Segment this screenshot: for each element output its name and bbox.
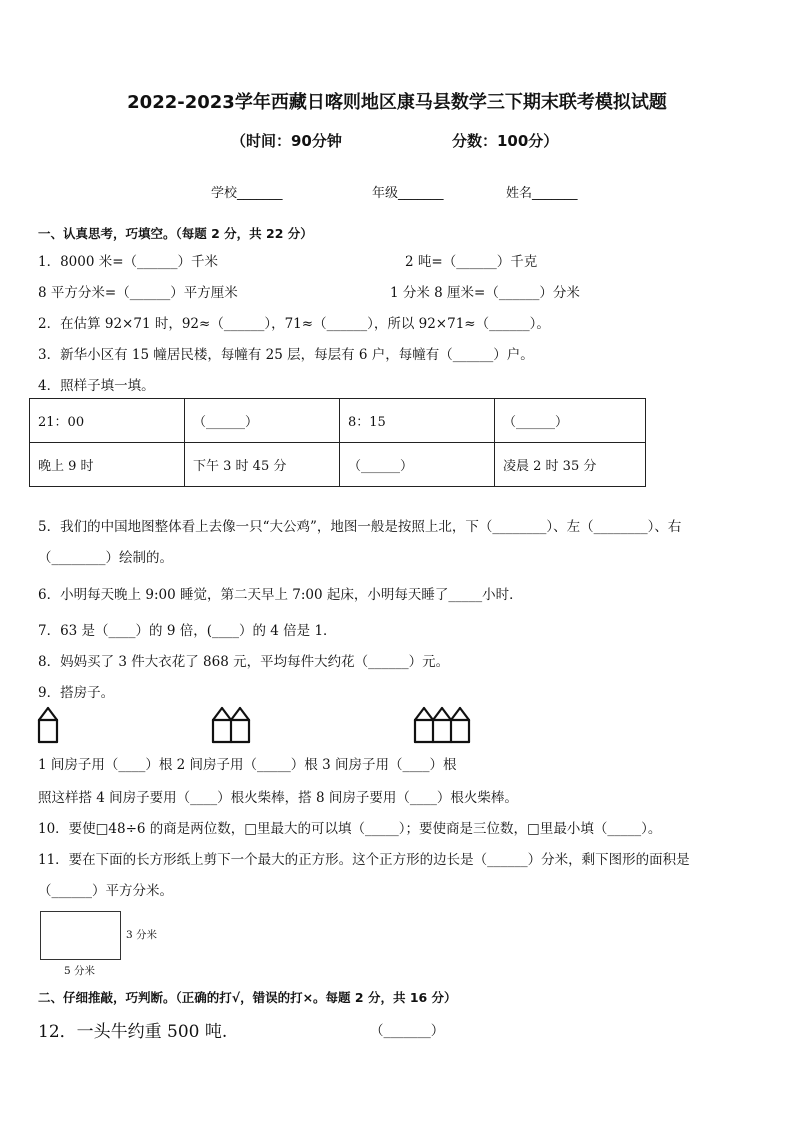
q12-text: 12．一头牛约重 500 吨. (38, 1022, 228, 1042)
q6: 6．小明每天晚上 9:00 睡觉，第二天早上 7:00 起床，小明每天睡了_____小时． (38, 587, 523, 603)
table-cell: （______） (340, 443, 495, 487)
table-row (30, 399, 646, 443)
table-cell: （______） (185, 399, 340, 443)
table-cell: 8：15 (340, 399, 495, 443)
q9-stem: 9．搭房子。 (38, 685, 115, 701)
q8: 8．妈妈买了 3 件大衣花了 868 元，平均每件大约花（______）元。 (38, 654, 450, 670)
q1-c: 8 平方分米=（______）平方厘米 (38, 285, 238, 301)
school-field: 学校_______ (211, 186, 283, 201)
q4-stem: 4．照样子填一填。 (38, 378, 155, 394)
q1-d: 1 分米 8 厘米=（______）分米 (390, 285, 580, 301)
table-row (30, 443, 646, 487)
q9-line2: 照这样搭 4 间房子要用（____）根火柴棒，搭 8 间房子要用（____）根火柴棒。 (38, 790, 518, 806)
rectangle-figure (40, 911, 121, 960)
q5-line2: （________）绘制的。 (38, 550, 173, 566)
table-cell: 凌晨 2 时 35 分 (495, 443, 646, 487)
rectangle-width-label: 5 分米 (64, 965, 96, 977)
q1-a: 1．8000 米=（______）千米 (38, 254, 219, 270)
table-cell: 晚上 9 时 (30, 443, 185, 487)
page-title: 2022-2023学年西藏日喀则地区康马县数学三下期末联考模拟试题 (127, 92, 667, 113)
table-cell: （______） (495, 399, 646, 443)
q11-line2: （______）平方分米。 (38, 883, 173, 899)
section2-heading: 二、仔细推敲，巧判断。（正确的打√，错误的打×。每题 2 分，共 16 分） (38, 990, 457, 1005)
time-label: （时间：90分钟 (231, 132, 342, 150)
table-cell: 下午 3 时 45 分 (185, 443, 340, 487)
name-field: 姓名_______ (506, 186, 578, 201)
q2: 2．在估算 92×71 时，92≈（______），71≈（______），所以 92×71≈（______）。 (38, 316, 550, 332)
q7: 7．63 是（____）的 9 倍，(____）的 4 倍是 1． (38, 623, 337, 639)
score-label: 分数：100分） (452, 132, 559, 150)
one-house-matchstick-figure (37, 706, 59, 744)
time-conversion-table (29, 398, 646, 487)
section1-heading: 一、认真思考，巧填空。（每题 2 分，共 22 分） (38, 226, 313, 241)
rectangle-height-label: 3 分米 (126, 929, 158, 941)
q3: 3．新华小区有 15 幢居民楼，每幢有 25 层，每层有 6 户，每幢有（______）户。 (38, 347, 534, 363)
q11-line1: 11．要在下面的长方形纸上剪下一个最大的正方形。这个正方形的边长是（______）分米，剩下图形的面积是 (38, 852, 690, 868)
q9-line1: 1 间房子用（____）根 2 间房子用（_____）根 3 间房子用（____）根 (38, 757, 457, 773)
q5-line1: 5．我们的中国地图整体看上去像一只“大公鸡”，地图一般是按照上北，下（________）、左（________）、右 (38, 519, 682, 535)
q1-b: 2 吨=（______）千克 (405, 254, 538, 270)
grade-field: 年级_______ (372, 186, 444, 201)
two-houses-matchstick-figure (211, 706, 251, 744)
table-cell: 21：00 (30, 399, 185, 443)
three-houses-matchstick-figure (413, 706, 471, 744)
q10: 10．要使□48÷6 的商是两位数，□里最大的可以填（_____）；要使商是三位数，□里最小填（_____）。 (38, 821, 662, 837)
q12-answer-blank: （_______） (370, 1023, 445, 1039)
